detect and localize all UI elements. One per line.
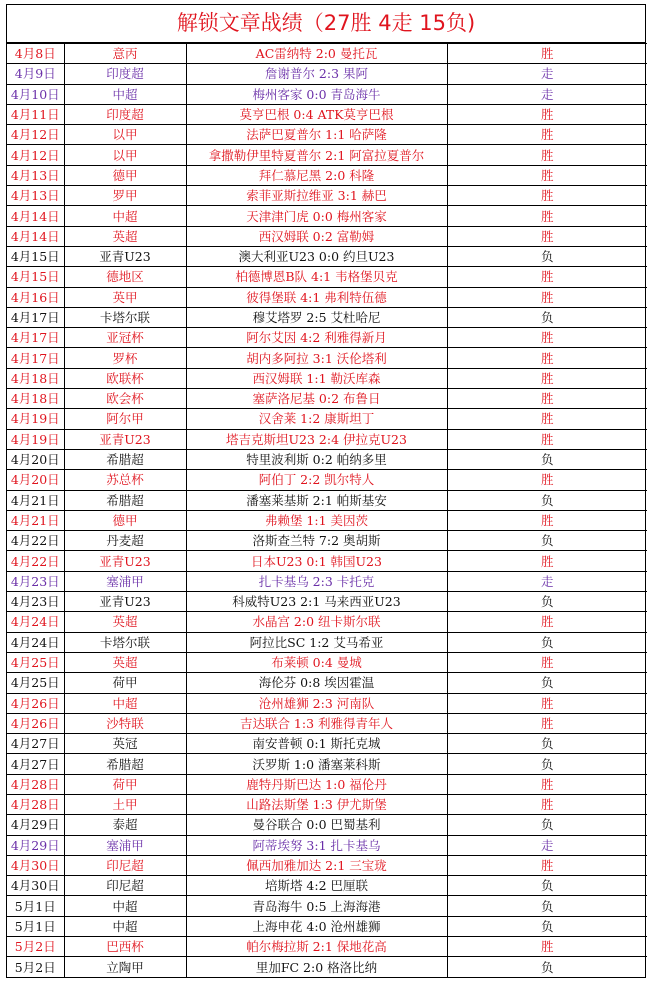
date-cell: 4月12日	[7, 125, 64, 145]
result-cell: 负	[447, 754, 647, 774]
result-cell: 胜	[447, 44, 647, 64]
table-row	[7, 449, 647, 469]
match-cell: 索菲亚斯拉维亚 3:1 赫巴	[186, 186, 447, 206]
result-cell: 胜	[447, 125, 647, 145]
league-cell: 立陶甲	[64, 957, 186, 977]
table-row	[7, 835, 647, 855]
date-cell: 4月8日	[7, 44, 64, 64]
league-cell: 荷甲	[64, 673, 186, 693]
result-cell: 负	[447, 307, 647, 327]
result-cell: 胜	[447, 470, 647, 490]
league-cell: 丹麦超	[64, 531, 186, 551]
result-cell: 负	[447, 490, 647, 510]
date-cell: 4月23日	[7, 592, 64, 612]
league-cell: 希腊超	[64, 490, 186, 510]
date-cell: 4月13日	[7, 186, 64, 206]
table-row	[7, 855, 647, 875]
table-row	[7, 307, 647, 327]
result-cell: 负	[447, 531, 647, 551]
match-cell: 拿撒勒伊里特夏普尔 2:1 阿富拉夏普尔	[186, 145, 447, 165]
match-cell: 里加FC 2:0 格洛比纳	[186, 957, 447, 977]
table-row	[7, 206, 647, 226]
match-cell: 莫亨巴根 0:4 ATK莫亨巴根	[186, 104, 447, 124]
match-cell: 洛斯查兰特 7:2 奥胡斯	[186, 531, 447, 551]
table-row	[7, 673, 647, 693]
table-row	[7, 84, 647, 104]
match-cell: 彼得堡联 4:1 弗利特伍德	[186, 287, 447, 307]
date-cell: 4月21日	[7, 490, 64, 510]
date-cell: 4月27日	[7, 734, 64, 754]
table-row	[7, 794, 647, 814]
date-cell: 4月20日	[7, 470, 64, 490]
table-row	[7, 652, 647, 672]
match-cell: 沧州雄狮 2:3 河南队	[186, 693, 447, 713]
result-cell: 胜	[447, 226, 647, 246]
date-cell: 4月25日	[7, 673, 64, 693]
match-cell: 汉舍莱 1:2 康斯坦丁	[186, 409, 447, 429]
date-cell: 4月29日	[7, 835, 64, 855]
date-cell: 4月17日	[7, 328, 64, 348]
league-cell: 中超	[64, 693, 186, 713]
result-cell: 负	[447, 449, 647, 469]
match-cell: 佩西加雅加达 2:1 三宝珑	[186, 855, 447, 875]
league-cell: 印尼超	[64, 876, 186, 896]
match-cell: 西汉姆联 1:1 勒沃库森	[186, 368, 447, 388]
date-cell: 4月9日	[7, 64, 64, 84]
date-cell: 4月19日	[7, 409, 64, 429]
result-cell: 负	[447, 916, 647, 936]
league-cell: 土甲	[64, 794, 186, 814]
match-cell: 上海申花 4:0 沧州雄狮	[186, 916, 447, 936]
result-cell: 胜	[447, 206, 647, 226]
league-cell: 亚青U23	[64, 246, 186, 266]
table-row	[7, 470, 647, 490]
result-cell: 胜	[447, 145, 647, 165]
table-row	[7, 389, 647, 409]
match-cell: 科威特U23 2:1 马来西亚U23	[186, 592, 447, 612]
table-row	[7, 713, 647, 733]
table-row	[7, 267, 647, 287]
table-row	[7, 815, 647, 835]
result-cell: 走	[447, 64, 647, 84]
result-cell: 胜	[447, 794, 647, 814]
table-row	[7, 592, 647, 612]
league-cell: 亚青U23	[64, 429, 186, 449]
table-row	[7, 551, 647, 571]
date-cell: 5月2日	[7, 937, 64, 957]
date-cell: 4月17日	[7, 307, 64, 327]
match-cell: 扎卡基乌 2:3 卡托克	[186, 571, 447, 591]
match-cell: 吉达联合 1:3 利雅得青年人	[186, 713, 447, 733]
table-row	[7, 64, 647, 84]
date-cell: 4月15日	[7, 267, 64, 287]
date-cell: 4月27日	[7, 754, 64, 774]
result-cell: 胜	[447, 612, 647, 632]
result-cell: 胜	[447, 186, 647, 206]
date-cell: 4月18日	[7, 368, 64, 388]
table-row	[7, 348, 647, 368]
date-cell: 4月21日	[7, 510, 64, 530]
league-cell: 希腊超	[64, 754, 186, 774]
league-cell: 英甲	[64, 287, 186, 307]
date-cell: 4月24日	[7, 632, 64, 652]
league-cell: 塞浦甲	[64, 835, 186, 855]
result-cell: 胜	[447, 368, 647, 388]
match-cell: 澳大利亚U23 0:0 约旦U23	[186, 246, 447, 266]
league-cell: 希腊超	[64, 449, 186, 469]
league-cell: 卡塔尔联	[64, 632, 186, 652]
league-cell: 中超	[64, 916, 186, 936]
result-cell: 负	[447, 592, 647, 612]
league-cell: 英冠	[64, 734, 186, 754]
date-cell: 4月25日	[7, 652, 64, 672]
table-row	[7, 754, 647, 774]
match-cell: 阿尔艾因 4:2 利雅得新月	[186, 328, 447, 348]
league-cell: 沙特联	[64, 713, 186, 733]
table-row	[7, 632, 647, 652]
date-cell: 4月12日	[7, 145, 64, 165]
result-cell: 负	[447, 632, 647, 652]
table-row	[7, 612, 647, 632]
league-cell: 阿尔甲	[64, 409, 186, 429]
match-cell: 西汉姆联 0:2 富勒姆	[186, 226, 447, 246]
table-row	[7, 876, 647, 896]
date-cell: 4月26日	[7, 713, 64, 733]
match-cell: 穆艾塔罗 2:5 艾杜哈尼	[186, 307, 447, 327]
league-cell: 巴西杯	[64, 937, 186, 957]
league-cell: 卡塔尔联	[64, 307, 186, 327]
table-row	[7, 165, 647, 185]
league-cell: 泰超	[64, 815, 186, 835]
league-cell: 印度超	[64, 64, 186, 84]
date-cell: 4月30日	[7, 876, 64, 896]
date-cell: 4月24日	[7, 612, 64, 632]
result-cell: 胜	[447, 510, 647, 530]
match-cell: AC雷纳特 2:0 曼托瓦	[186, 44, 447, 64]
result-cell: 胜	[447, 409, 647, 429]
table-row	[7, 774, 647, 794]
result-cell: 胜	[447, 652, 647, 672]
match-cell: 沃罗斯 1:0 潘塞莱科斯	[186, 754, 447, 774]
result-cell: 胜	[447, 287, 647, 307]
league-cell: 欧联杯	[64, 368, 186, 388]
date-cell: 4月28日	[7, 794, 64, 814]
match-cell: 海伦芬 0:8 埃因霍温	[186, 673, 447, 693]
result-cell: 胜	[447, 104, 647, 124]
table-row	[7, 44, 647, 64]
result-cell: 胜	[447, 165, 647, 185]
date-cell: 4月13日	[7, 165, 64, 185]
date-cell: 4月28日	[7, 774, 64, 794]
date-cell: 4月23日	[7, 571, 64, 591]
match-cell: 法萨巴夏普尔 1:1 哈萨隆	[186, 125, 447, 145]
date-cell: 4月17日	[7, 348, 64, 368]
table-row	[7, 186, 647, 206]
league-cell: 中超	[64, 206, 186, 226]
match-cell: 培斯塔 4:2 巴厘联	[186, 876, 447, 896]
table-row	[7, 125, 647, 145]
date-cell: 4月29日	[7, 815, 64, 835]
result-cell: 负	[447, 246, 647, 266]
result-cell: 负	[447, 734, 647, 754]
match-cell: 弗赖堡 1:1 美因茨	[186, 510, 447, 530]
results-sheet	[6, 4, 646, 978]
league-cell: 塞浦甲	[64, 571, 186, 591]
table-row	[7, 531, 647, 551]
league-cell: 印尼超	[64, 855, 186, 875]
match-cell: 塔吉克斯坦U23 2:4 伊拉克U23	[186, 429, 447, 449]
date-cell: 4月26日	[7, 693, 64, 713]
result-cell: 负	[447, 957, 647, 977]
date-cell: 4月15日	[7, 246, 64, 266]
league-cell: 印度超	[64, 104, 186, 124]
result-cell: 走	[447, 835, 647, 855]
league-cell: 意丙	[64, 44, 186, 64]
result-cell: 胜	[447, 551, 647, 571]
table-row	[7, 104, 647, 124]
date-cell: 5月1日	[7, 916, 64, 936]
result-cell: 胜	[447, 774, 647, 794]
date-cell: 4月20日	[7, 449, 64, 469]
page-title: 解锁文章战绩（27胜 4走 15负)	[7, 5, 645, 43]
match-cell: 帕尔梅拉斯 2:1 保地花高	[186, 937, 447, 957]
result-cell: 负	[447, 896, 647, 916]
table-row	[7, 490, 647, 510]
league-cell: 以甲	[64, 145, 186, 165]
table-row	[7, 693, 647, 713]
date-cell: 4月16日	[7, 287, 64, 307]
table-row	[7, 287, 647, 307]
match-cell: 青岛海牛 0:5 上海海港	[186, 896, 447, 916]
match-cell: 阿蒂埃努 3:1 扎卡基乌	[186, 835, 447, 855]
date-cell: 4月19日	[7, 429, 64, 449]
table-row	[7, 957, 647, 977]
league-cell: 以甲	[64, 125, 186, 145]
match-cell: 天津津门虎 0:0 梅州客家	[186, 206, 447, 226]
result-cell: 负	[447, 673, 647, 693]
date-cell: 4月22日	[7, 531, 64, 551]
league-cell: 亚冠杯	[64, 328, 186, 348]
date-cell: 4月10日	[7, 84, 64, 104]
table-row	[7, 226, 647, 246]
table-row	[7, 246, 647, 266]
match-cell: 水晶宫 2:0 纽卡斯尔联	[186, 612, 447, 632]
result-cell: 胜	[447, 389, 647, 409]
match-cell: 阿伯丁 2:2 凯尔特人	[186, 470, 447, 490]
league-cell: 中超	[64, 896, 186, 916]
match-cell: 塞萨洛尼基 0:2 布鲁日	[186, 389, 447, 409]
result-cell: 走	[447, 84, 647, 104]
date-cell: 5月2日	[7, 957, 64, 977]
result-cell: 胜	[447, 348, 647, 368]
date-cell: 4月30日	[7, 855, 64, 875]
date-cell: 5月1日	[7, 896, 64, 916]
match-cell: 拜仁慕尼黑 2:0 科隆	[186, 165, 447, 185]
date-cell: 4月14日	[7, 226, 64, 246]
result-cell: 胜	[447, 713, 647, 733]
league-cell: 欧会杯	[64, 389, 186, 409]
league-cell: 罗杯	[64, 348, 186, 368]
match-cell: 布莱顿 0:4 曼城	[186, 652, 447, 672]
league-cell: 亚青U23	[64, 592, 186, 612]
result-cell: 负	[447, 815, 647, 835]
table-row	[7, 734, 647, 754]
result-cell: 胜	[447, 855, 647, 875]
result-cell: 胜	[447, 267, 647, 287]
result-cell: 胜	[447, 429, 647, 449]
date-cell: 4月14日	[7, 206, 64, 226]
date-cell: 4月22日	[7, 551, 64, 571]
table-row	[7, 145, 647, 165]
match-cell: 日本U23 0:1 韩国U23	[186, 551, 447, 571]
league-cell: 中超	[64, 84, 186, 104]
table-row	[7, 328, 647, 348]
results-table	[7, 43, 647, 977]
table-row	[7, 916, 647, 936]
result-cell: 胜	[447, 693, 647, 713]
match-cell: 柏德博恩B队 4:1 韦格堡贝克	[186, 267, 447, 287]
league-cell: 英超	[64, 226, 186, 246]
table-row	[7, 896, 647, 916]
league-cell: 英超	[64, 652, 186, 672]
result-cell: 胜	[447, 328, 647, 348]
match-cell: 特里波利斯 0:2 帕纳多里	[186, 449, 447, 469]
league-cell: 英超	[64, 612, 186, 632]
result-cell: 胜	[447, 937, 647, 957]
table-row	[7, 409, 647, 429]
match-cell: 阿拉比SC 1:2 艾马希亚	[186, 632, 447, 652]
result-cell: 走	[447, 571, 647, 591]
result-cell: 负	[447, 876, 647, 896]
league-cell: 德甲	[64, 165, 186, 185]
match-cell: 胡内多阿拉 3:1 沃伦塔利	[186, 348, 447, 368]
table-row	[7, 429, 647, 449]
match-cell: 潘塞莱基斯 2:1 帕斯基安	[186, 490, 447, 510]
table-row	[7, 510, 647, 530]
match-cell: 詹谢普尔 2:3 果阿	[186, 64, 447, 84]
league-cell: 苏总杯	[64, 470, 186, 490]
match-cell: 南安普顿 0:1 斯托克城	[186, 734, 447, 754]
results-table-body	[7, 44, 647, 977]
table-row	[7, 368, 647, 388]
match-cell: 鹿特丹斯巴达 1:0 福伦丹	[186, 774, 447, 794]
date-cell: 4月11日	[7, 104, 64, 124]
match-cell: 山路法斯堡 1:3 伊尤斯堡	[186, 794, 447, 814]
league-cell: 亚青U23	[64, 551, 186, 571]
match-cell: 梅州客家 0:0 青岛海牛	[186, 84, 447, 104]
league-cell: 德甲	[64, 510, 186, 530]
date-cell: 4月18日	[7, 389, 64, 409]
league-cell: 罗甲	[64, 186, 186, 206]
league-cell: 荷甲	[64, 774, 186, 794]
match-cell: 曼谷联合 0:0 巴蜀基利	[186, 815, 447, 835]
league-cell: 德地区	[64, 267, 186, 287]
table-row	[7, 571, 647, 591]
table-row	[7, 937, 647, 957]
